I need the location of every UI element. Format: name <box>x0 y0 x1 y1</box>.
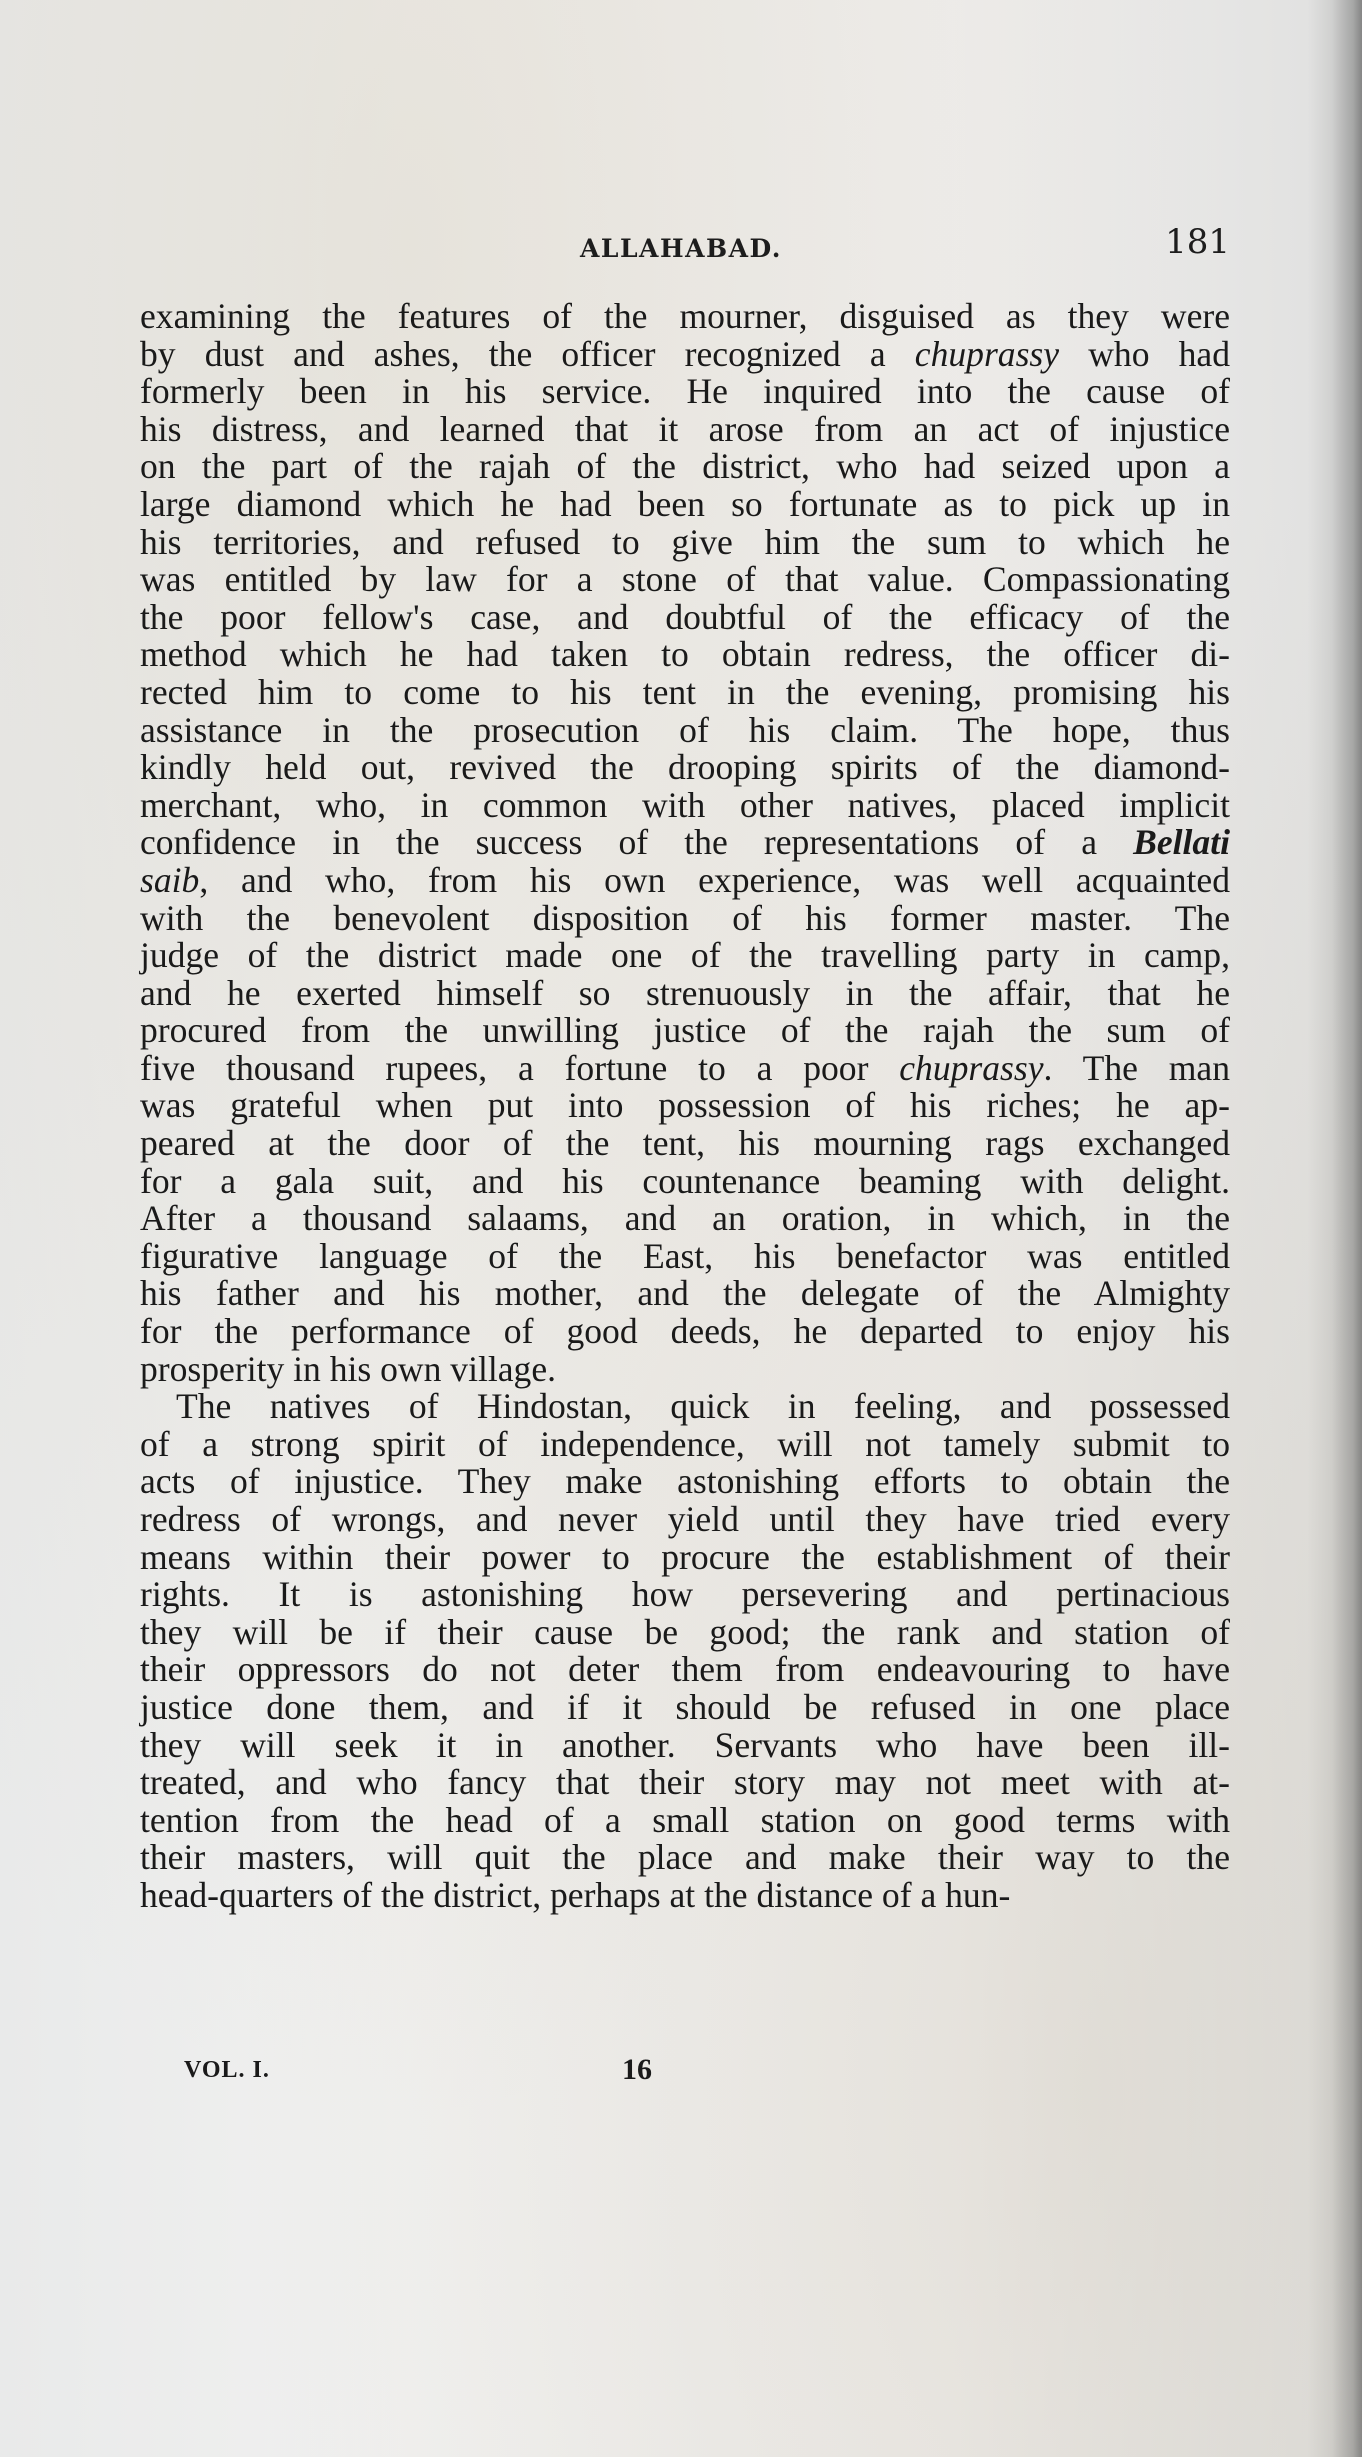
text-line: by dust and ashes, the officer recognized a chuprassy who had <box>140 333 1230 374</box>
text-line: they will be if their cause be good; the rank and station of <box>140 1611 1230 1652</box>
text-line: the poor fellow's case, and doubtful of the efficacy of the <box>140 596 1230 637</box>
text-line: peared at the door of the tent, his mourning rags exchanged <box>140 1123 1230 1164</box>
signature-mark: 16 <box>622 2053 652 2086</box>
text-line: rected him to come to his tent in the evening, promising his <box>140 671 1230 712</box>
page-footer <box>140 2053 1230 2093</box>
text-line: rights. It is astonishing how persevering and pertinacious <box>140 1574 1230 1615</box>
text-line: means within their power to procure the establishment of their <box>140 1536 1230 1577</box>
text-line: redress of wrongs, and never yield until they have tried every <box>140 1499 1230 1539</box>
page-number: 181 <box>1165 222 1230 262</box>
text-line: his father and his mother, and the delegate of the Almighty <box>140 1273 1230 1314</box>
text-line: prosperity in his own village. <box>140 1348 557 1389</box>
text-line: and he exerted himself so strenuously in the affair, that he <box>140 972 1230 1013</box>
text-line: merchant, who, in common with other natives, placed implicit <box>140 784 1230 825</box>
text-line: justice done them, and if it should be refused in one place <box>140 1686 1230 1727</box>
italic-term: chuprassy <box>914 333 1060 374</box>
text-line: his territories, and refused to give him the sum to which he <box>140 521 1230 562</box>
text-line: his distress, and learned that it arose from an act of injustice <box>140 408 1230 449</box>
text-line: for the performance of good deeds, he departed to enjoy his <box>140 1311 1230 1352</box>
text-line: treated, and who fancy that their story may not meet with at- <box>140 1762 1230 1803</box>
text-line: their oppressors do not deter them from endeavouring to have <box>140 1649 1230 1690</box>
text-line: tention from the head of a small station on good terms with <box>140 1799 1230 1840</box>
text-line: After a thousand salaams, and an oration, in which, in the <box>140 1198 1230 1239</box>
text-line: confidence in the success of the representations of a Bellati <box>140 822 1230 863</box>
text-line: method which he had taken to obtain redress, the officer di- <box>140 634 1230 675</box>
text-line: saib, and who, from his own experience, was well acquainted <box>140 859 1230 900</box>
page-edge-shadow <box>1332 0 1362 2457</box>
italic-term: chuprassy <box>899 1047 1044 1088</box>
text-line: of a strong spirit of independence, will not tamely submit to <box>140 1423 1230 1464</box>
text-line: acts of injustice. They make astonishing efforts to obtain the <box>140 1461 1230 1502</box>
text-line: procured from the unwilling justice of the rajah the sum of <box>140 1010 1230 1051</box>
text-line: for a gala suit, and his countenance beaming with delight. <box>140 1160 1230 1201</box>
text-line: The natives of Hindostan, quick in feeling, and possessed <box>176 1386 1230 1427</box>
text-line: their masters, will quit the place and make their way to the <box>140 1837 1230 1878</box>
paragraph-1 <box>140 298 1230 1388</box>
text-line: judge of the district made one of the travelling party in camp, <box>140 935 1230 976</box>
italic-term: saib <box>140 859 200 900</box>
text-line: figurative language of the East, his benefactor was entitled <box>140 1235 1230 1276</box>
running-title: ALLAHABAD. <box>580 234 782 263</box>
text-line: five thousand rupees, a fortune to a poor chuprassy. The man <box>140 1047 1230 1088</box>
body-text <box>140 298 1230 1915</box>
text-line: they will seek it in another. Servants who have been ill- <box>140 1724 1230 1765</box>
volume-label: VOL. I. <box>184 2057 270 2083</box>
paragraph-2 <box>140 1388 1230 1914</box>
italic-bold-term: Bellati <box>1133 822 1230 863</box>
running-head <box>140 222 1230 272</box>
text-line: was grateful when put into possession of his riches; he ap- <box>140 1085 1230 1126</box>
text-line: large diamond which he had been so fortunate as to pick up in <box>140 483 1230 524</box>
text-line: on the part of the rajah of the district, who had seized upon a <box>140 446 1230 487</box>
text-line: assistance in the prosecution of his claim. The hope, thus <box>140 709 1230 750</box>
text-line: was entitled by law for a stone of that value. Compassionating <box>140 559 1230 600</box>
text-line: with the benevolent disposition of his former master. The <box>140 897 1230 938</box>
text-line: formerly been in his service. He inquired into the cause of <box>140 371 1230 412</box>
text-line: kindly held out, revived the drooping spirits of the diamond- <box>140 747 1230 788</box>
text-line: examining the features of the mourner, disguised as they were <box>140 296 1230 336</box>
text-line: head-quarters of the district, perhaps at the distance of a hun- <box>140 1874 1011 1915</box>
